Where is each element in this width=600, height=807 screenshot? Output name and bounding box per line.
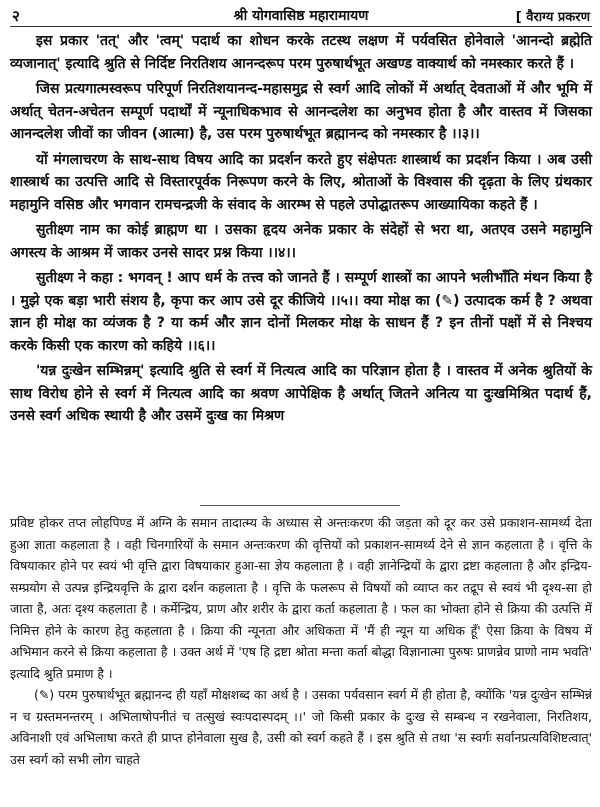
- book-title: श्री योगवासिष्ठ महारामायण: [233, 8, 369, 24]
- main-text: [10, 30, 592, 431]
- paragraph: इस प्रकार 'तत्' और 'त्वम्' पदार्थ का शोधन करके तटस्थ लक्षण में पर्यवसित होनेवाले 'आनन्दो ब्रह्मेति व्यजानात्' इत्यादि श्रुति से निर्दिष्ट निरतिशय आनन्दरूप परम पुरुषार्थभूत अखण्ड वाक्यार्थ को नमस्कार करते हैं ।: [10, 33, 592, 72]
- footnote-paragraph: (✎) परम पुरुषार्थभूत ब्रह्मानन्द ही यहाँ मोक्षशब्द का अर्थ है । उसका पर्यवसान स्वर्ग में ही होता है, क्योंकि 'यन्न दुःखेन सम्भिन्नं न च ग्रस्तमनन्तरम् । अभिलाषोपनीतं च तत्सुखं स्वःपदास्पदम् ।।' जो किसी प्रकार के दुःख से सम्बन्ध न रखनेवाला, निरतिशय, अविनाशी एवं अभिलाषा करते ही प्राप्त होनेवाला सुख है, उसी को स्वर्ग कहते हैं । इस श्रुति से तथा 'स स्वर्गः सर्वानप्रत्यविशिष्टत्वात्' उस स्वर्ग को सभी लोग चाहते: [10, 687, 592, 767]
- page-number: २: [12, 7, 20, 25]
- paragraph: सुतीक्ष्ण नाम का कोई ब्राह्मण था । उसका हृदय अनेक प्रकार के संदेहों से भरा था, अतएव उसने महामुनि अगस्त्य के आश्रम में जाकर उनसे सादर प्रश्न किया ।।४।।: [10, 222, 592, 261]
- footnotes: [10, 512, 592, 770]
- paragraph: सुतीक्ष्ण ने कहा : भगवन् ! आप धर्म के तत्त्व को जानते हैं । सम्पूर्ण शास्त्रों का आपने भलीभाँति मंथन किया है । मुझे एक बड़ा भारी संशय है, कृपा कर आप उसे दूर कीजिये ।।५।। क्या मोक्ष का (✎) उत्पादक कर्म है ? अथवा ज्ञान ही मोक्ष का व्यंजक है ? या कर्म और ज्ञान दोनों मिलकर मोक्ष के साधन हैं ? इन तीनों पक्षों में से निश्चय करके किसी एक कारण को कहिये ।।६।।: [10, 270, 592, 354]
- footnote-divider: [200, 505, 400, 506]
- paragraph: यों मंगलाचरण के साथ-साथ विषय आदि का प्रदर्शन करते हुए संक्षेपतः शास्त्रार्थ का प्रदर्शन किया । अब उसी शास्त्रार्थ का उत्पत्ति आदि से विस्तारपूर्वक निरूपण करने के लिए, श्रोताओं के विश्वास की दृढ़ता के लिए ग्रंथकार महामुनि वसिष्ठ और भगवान रामचन्द्रजी के संवाद के आरम्भ से पहले उपोद्घातरूप आख्यायिका कहते हैं ।: [10, 151, 592, 213]
- section-name: [ वैराग्य प्रकरण: [515, 10, 590, 25]
- footnote-paragraph: प्रविष्ट होकर तप्त लोहपिण्ड में अग्नि के समान तादात्म्य के अध्यास से अन्तःकरण की जड़ता को दूर कर उसे प्रकाशन-सामर्थ्य देता हुआ ज्ञाता कहलाता है । वही चिनगारियों के समान अन्तःकरण की वृत्तियों को प्रकाशन-सामर्थ्य देने से ज्ञान कहलाता है । वृत्ति के विषयाकार होने पर स्वयं भी वृत्ति द्वारा विषयाकार हुआ-सा ज्ञेय कहलाता है । वही ज्ञानेन्द्रियों के द्वारा द्रष्टा कहलाता है और इन्द्रिय-सम्प्रयोग से उत्पन्न इन्द्रियवृत्ति के द्वारा दर्शन कहलाता है । वृत्ति के फलरूप से विषयों को व्याप्त कर तद्रूप से स्वयं भी दृश्य-सा हो जाता है, अतः दृश्य कहलाता है । कर्मेन्द्रिय, प्राण और शरीर के द्वारा कर्ता कहलाता है । फल का भोक्ता होने से क्रिया की उत्पत्ति में निमित्त होने के कारण हेतु कहलाता है । क्रिया की न्यूनता और अधिकता में 'मैं ही न्यून या अधिक हूँ' ऐसा क्रिया के विषय में अभिमान करने से क्रिया कहलाता है । उक्त अर्थ में 'एष हि द्रष्टा श्रोता मन्ता कर्ता बोद्धा विज्ञानात्मा पुरुषः प्राणन्नेव प्राणो नाम भवति' इत्यादि श्रुति प्रमाण है ।: [10, 515, 593, 681]
- running-header: [10, 4, 592, 27]
- paragraph: 'यन्न दुःखेन सम्भिन्नम्' इत्यादि श्रुति से स्वर्ग में नित्यत्व आदि का परिज्ञान होता है । वास्तव में अनेक श्रुतियों के साथ विरोध होने से स्वर्ग में नित्यत्व आदि का श्रवण आपेक्षिक है अर्थात् जितने अनित्य या दुःखमिश्रित पदार्थ हैं, उनसे स्वर्ग अधिक स्थायी है और उसमें दुःख का मिश्रण: [10, 363, 592, 424]
- paragraph: जिस प्रत्यगात्मस्वरूप परिपूर्ण निरतिशयानन्द-महासमुद्र से स्वर्ग आदि लोकों में अर्थात् देवताओं में और भूमि में अर्थात् चेतन-अचेतन सम्पूर्ण पदार्थों में न्यूनाधिकभाव से आनन्दलेश का अनुभव होता है और वास्तव में जिसका आनन्दलेश जीवों का जीवन (आत्मा) है, उस परम पुरुषार्थभूत ब्रह्मानन्द को नमस्कार है ।।३।।: [10, 81, 592, 142]
